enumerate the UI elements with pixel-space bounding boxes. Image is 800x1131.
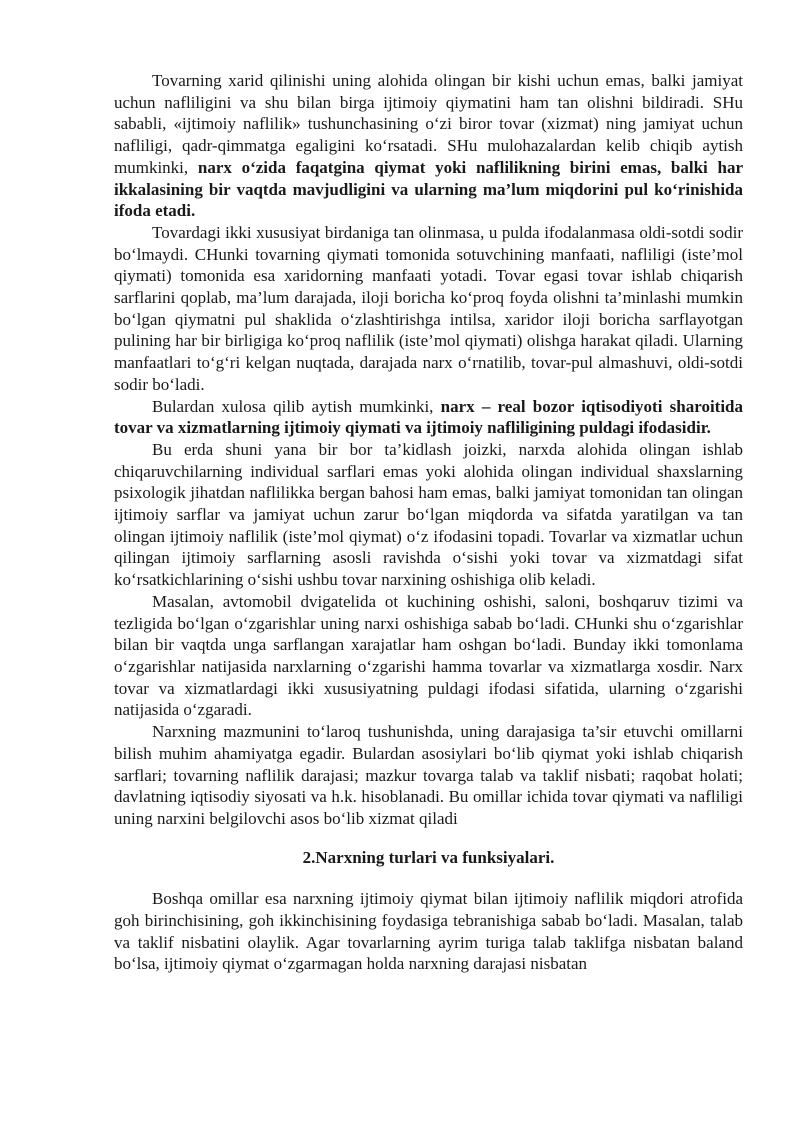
paragraph: [114, 888, 743, 975]
paragraph-text: Boshqa omillar esa narxning ijtimoiy qiymat bilan ijtimoiy naflilik miqdori atrofida goh birinchisining, goh ikkinchisining foydasiga tebranishiga sabab bo‘ladi. Masalan, talab va taklif nisbatini olaylik. Agar tovarlarning ayrim turiga talab taklifga nisbatan baland bo‘lsa, ijtimoiy qiymat o‘zgarmagan holda narxning darajasi nisbatan: [114, 889, 743, 974]
paragraph: [114, 222, 743, 396]
paragraph-bold-text: narx o‘zida faqatgina qiymat yoki naflilikning birini emas, balki har ikkalasining bir vaqtda mavjudligini va ularning ma’lum miqdorini pul ko‘rinishida ifoda etadi.: [114, 157, 743, 221]
section-heading: 2.Narxning turlari va funksiyalari.: [302, 847, 555, 867]
document-page: [114, 70, 743, 975]
paragraph-text: Masalan, avtomobil dvigatelida ot kuchining oshishi, saloni, boshqaruv tizimi va tezligida bo‘lgan o‘zgarishlar uning narxi oshishiga sabab bo‘ladi. CHunki shu o‘zgarishlar bilan bir vaqtda unga sarflangan xarajatlar ham oshgan bo‘ladi. Bunday ikki tomonlama o‘zgarishlar natijasida narxlarning o‘zgarishi hamma tovarlar va xizmatlarga xosdir. Narx tovar va xizmatlardagi ikki xususiyatning puldagi ifodasi sifatida, ularning o‘zgarishi natijasida o‘zgaradi.: [114, 591, 743, 720]
paragraph-bold-text: narx – real bozor iqtisodiyoti sharoitida tovar va xizmatlarning ijtimoiy qiymati va ijtimoiy nafliligining puldagi ifodasidir.: [114, 396, 744, 438]
paragraph: [114, 721, 743, 830]
paragraph-text: Tovardagi ikki xususiyat birdaniga tan olinmasa, u pulda ifodalanmasa oldi-sotdi sodir bo‘lmaydi. CHunki tovarning qiymati tomonida sotuvchining manfaati, nafliligi (iste’mol qiymati) tomonida esa xaridorning manfaati yotadi. Tovar egasi tovar ishlab chiqarish sarflarini qoplab, ma’lum darajada, iloji boricha ko‘proq foyda olishni ta’minlashi mumkin bo‘lgan qiymatni pul shaklida o‘zlashtirishga intilsa, xaridor iloji boricha sarflayotgan pulining har bir birligiga ko‘proq naflilik (iste’mol qiymati) olishga harakat qiladi. Ularning manfaatlari to‘g‘ri kelgan nuqtada, darajada narx o‘rnatilib, tovar-pul almashuvi, oldi-sotdi sodir bo‘ladi.: [114, 222, 743, 394]
paragraph-text: Bu erda shuni yana bir bor ta’kidlash joizki, narxda alohida olingan ishlab chiqaruvchilarning individual sarflari emas yoki alohida olingan individual shaxslarning psixologik jihatdan naflilikka bergan bahosi ham emas, balki jamiyat tomonidan tan olingan ijtimoiy sarflar va jamiyat uchun zarur bo‘lgan miqdorda va sifatda yaratilgan va tan olingan ijtimoiy naflilik (iste’mol qiymat) o‘z ifodasini topadi. Tovarlar va xizmatlar uchun qilingan ijtimoiy sarflarning asosli ravishda o‘sishi yoki tovar va xizmatdagi sifat ko‘rsatkichlarining o‘sishi ushbu tovar narxining oshishiga olib keladi.: [114, 439, 743, 590]
paragraph: [114, 439, 743, 591]
paragraph: [114, 591, 743, 721]
paragraph: [114, 70, 743, 222]
paragraph: [114, 396, 743, 439]
paragraph-text: Narxning mazmunini to‘laroq tushunishda, uning darajasiga ta’sir etuvchi omillarni bilish muhim ahamiyatga egadir. Bulardan asosiylari bo‘lib qiymat yoki ishlab chiqarish sarflari; tovarning naflilik darajasi; mazkur tovarga talab va taklif nisbati; raqobat holati; davlatning iqtisodiy siyosati va h.k. hisoblanadi. Bu omillar ichida tovar qiymati va nafliligi uning narxini belgilovchi asos bo‘lib xizmat qiladi: [114, 722, 743, 828]
paragraph-text: Tovarning xarid qilinishi uning alohida olingan bir kishi uchun emas, balki jamiyat uchun nafliligini va shu bilan birga ijtimoiy qiymatini ham tan olishni bildiradi. SHu sababli, «ijtimoiy naflilik» tushunchasining o‘zi biror tovar (xizmat) ning jamiyat uchun nafliligi, qadr-qimmatga egaligini ko‘rsatadi. SHu mulohazalardan kelib chiqib aytish mumkinki,: [114, 71, 743, 177]
paragraph-text: Bulardan xulosa qilib aytish mumkinki,: [152, 396, 441, 416]
